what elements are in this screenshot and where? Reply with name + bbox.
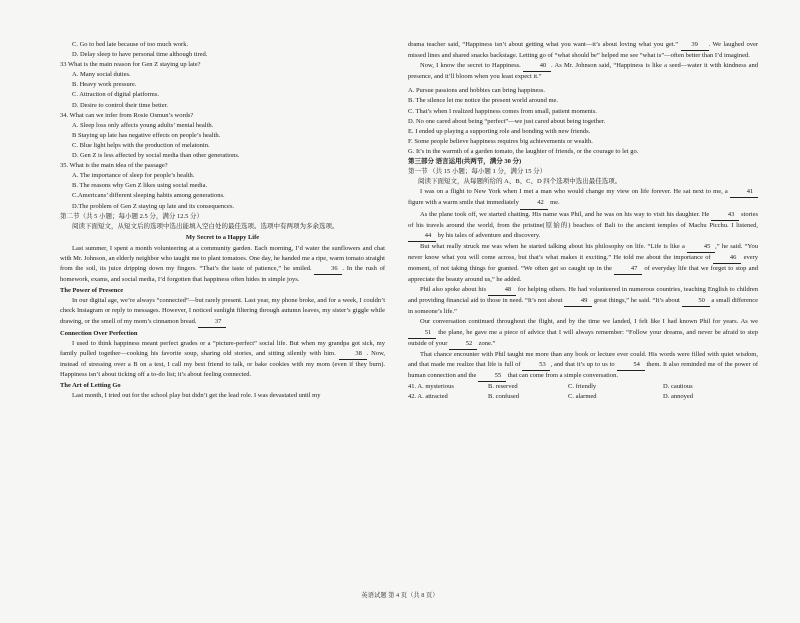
q41-options bbox=[408, 382, 758, 392]
q33-option-d: D. Desire to control their time better. bbox=[72, 101, 169, 109]
option-g: G. It’s in the warmth of a garden tomato, the laughter of friends, or the courage to let go. bbox=[408, 147, 639, 155]
q34-option-d: D. Gen Z is less affected by social media than other generations. bbox=[72, 152, 240, 160]
q32-option-d: D. Delay sleep to have personal time although tired. bbox=[72, 51, 208, 59]
q34-option-c: C. Blue light helps with the production of melatonin. bbox=[72, 141, 210, 149]
option-f: F. Some people believe happiness requires big achievements or wealth. bbox=[408, 137, 593, 145]
cloze-paragraph-2: As the plane took off, we started chatting. His name was Phil, and he was on his way to visit his daughter. He 43 stories of his travels around the world, from the pristine(原始的) beaches of Bali to the ancient temples of Machu Picchu. I listened, 44 by his tales of adventure and discovery. bbox=[408, 210, 758, 242]
blank-36[interactable]: 36 bbox=[314, 264, 342, 275]
q35-option-c: C.Americans’ different sleeping habits among generations. bbox=[72, 192, 225, 200]
blank-43[interactable]: 43 bbox=[711, 210, 739, 221]
passage-paragraph-4: Last month, I tried out for the school play but didn’t get the lead role. I was devastated until my bbox=[72, 392, 321, 400]
q42-options bbox=[408, 392, 758, 402]
blank-53[interactable]: 53 bbox=[522, 360, 550, 371]
passage-title: My Secret to a Happy Life bbox=[185, 233, 260, 241]
blank-38[interactable]: 38 bbox=[339, 349, 367, 360]
passage-paragraph-3: I used to think happiness meant perfect grades or a “picture-perfect” social life. But when my grandpa got sick, my family pulled together—cooking his favorite soup, sharing old stories, and sitting silently with him. 38 . Now, instead of stressing over a B on a test, I call my best friend to talk, or bake cookies with my mom (even if they burn). Happiness isn’t about ticking off a to-do list; it’s about feeling connected. bbox=[60, 339, 386, 378]
q42-option-b[interactable]: B. confused bbox=[488, 393, 520, 401]
left-column bbox=[60, 40, 385, 401]
section1-header: 第一节 （共 15 小题；每小题 1 分，满分 15 分） bbox=[408, 168, 547, 176]
right-column bbox=[408, 40, 758, 402]
blank-51[interactable]: 51 bbox=[408, 328, 436, 339]
q32-option-c: C. Go to bed late because of too much work. bbox=[72, 41, 189, 48]
q42-option-c[interactable]: C. alarmed bbox=[568, 393, 597, 401]
q35-stem: 35. What is the main idea of the passage? bbox=[60, 162, 168, 170]
q34-stem: 34. What can we infer from Rosie Osmun’s words? bbox=[60, 111, 194, 119]
q41-option-a[interactable]: 41. A. mysterious bbox=[408, 383, 454, 390]
blank-55[interactable]: 55 bbox=[478, 371, 506, 382]
q34-option-a: A. Sleep loss only affects young adults’ mental health. bbox=[72, 121, 214, 129]
blank-41[interactable]: 41 bbox=[730, 187, 758, 198]
blank-54[interactable]: 54 bbox=[617, 360, 645, 371]
blank-37[interactable]: 37 bbox=[198, 317, 226, 328]
option-d: D. No one cared about being “perfect”—we just cared about being together. bbox=[408, 117, 606, 125]
blank-46[interactable]: 46 bbox=[713, 253, 741, 264]
blank-42[interactable]: 42 bbox=[520, 198, 548, 209]
part3-header: 第三部分 语言运用(共两节，满分 30 分) bbox=[408, 158, 522, 166]
blank-39[interactable]: 39 bbox=[681, 40, 709, 51]
passage-paragraph-1: Last summer, I spent a month volunteering at a community garden. Each morning, I’d water the sunflowers and chat with Mr. Johnson, an elderly neighbor who taught me to plant tomatoes. One day, he handed me a ripe, warm tomato straight from the soil, its juice dripping down my fingers. “That’s the taste of patience,” he smiled. 36 . In the rush of homework, exams, and social media, I’d forgotten that happiness often hides in simple joys. bbox=[60, 244, 385, 284]
option-e: E. I ended up playing a supporting role and bonding with new friends. bbox=[408, 127, 591, 135]
subheading-letting-go: The Art of Letting Go bbox=[60, 382, 121, 390]
q35-option-b: B. The reasons why Gen Z likes using social media. bbox=[72, 182, 208, 190]
cloze-paragraph-5: Our conversation continued throughout the flight, and by the time we landed, I felt like I had known Phil for years. As we 51 the plane, he gave me a piece of advice that I will always remember: “Follow your dreams, and never be afraid to step outside of your 52 zone.” bbox=[408, 317, 758, 349]
q33-option-c: C. Attraction of digital platforms. bbox=[72, 91, 160, 99]
q42-option-a[interactable]: 42. A. attracted bbox=[408, 393, 448, 401]
q33-stem: 33 What is the main reason for Gen Z staying up late? bbox=[60, 61, 201, 69]
q41-option-c[interactable]: C. friendly bbox=[568, 383, 597, 390]
blank-40[interactable]: 40 bbox=[523, 61, 551, 72]
option-c: C. That’s when I realized happiness comes from small, patient moments. bbox=[408, 107, 597, 115]
cloze-paragraph-3: But what really struck me was when he started talking about his philosophy on life. “Life is like a 45 ,” he said. “You never know what you will come across, but that’s what makes it exciting.” He told me about the importance of 46 every moment, of not taking things for granted. “We often get so caught up in the 47 of everyday life that we forget to stop and appreciate the beauty around us,” he added. bbox=[408, 242, 759, 284]
subheading-connection: Connection Over Perfection bbox=[60, 329, 138, 337]
q33-option-b: B. Heavy work pressure. bbox=[72, 81, 137, 89]
q35-option-d: D.The problem of Gen Z staying up late and its consequences. bbox=[72, 202, 235, 210]
passage-paragraph-2: In our digital age, we’re always “connected”—but rarely present. Last year, my phone broke, and for a week, I couldn’t check Instagram or reply to messages. However, I noticed sunlight filtering through autumn leaves, my sister’s giggle while drawing, or the smell of my mom’s cinnamon bread. 37 bbox=[60, 296, 385, 327]
q35-option-a: A. The importance of sleep for people’s health. bbox=[72, 172, 195, 180]
passage-paragraph-4-cont: drama teacher said, “Happiness isn’t about getting what you want—it’s about loving what you get.” 39 . We laughed over missed lines and shared snacks backstage. Letting go of “what should be” helped me see “what is”—often better than I’d imagined. bbox=[408, 41, 759, 60]
blank-48[interactable]: 48 bbox=[488, 285, 516, 296]
option-a: A. Pursue passions and hobbies can bring happiness. bbox=[408, 87, 546, 95]
option-b: B. The silence let me notice the present world around me. bbox=[408, 97, 559, 105]
section2-instructions: 阅读下面短文，从短文后的选项中选出能填入空白处的最佳选项。选项中有两项为多余选项。 bbox=[72, 222, 339, 230]
blank-47[interactable]: 47 bbox=[614, 264, 642, 275]
blank-44[interactable]: 44 bbox=[408, 231, 436, 242]
page-footer: 英语试题 第 4 页（共 8 页） bbox=[361, 592, 439, 599]
blank-45[interactable]: 45 bbox=[687, 242, 715, 253]
cloze-paragraph-1: I was on a flight to New York when I met a man who would change my view on life forever. He sat next to me, a 41 figure with a warm smile that immediately 42 me. bbox=[408, 187, 758, 209]
cloze-paragraph-4: Phil also spoke about his 48 for helping others. He had volunteered in numerous countries, teaching English to children and providing financial aid to those in need. “It’s not about 49 great things,” he said. “It’s about 50 a small difference in someone’s life.” bbox=[408, 286, 759, 316]
q34-option-b: B Staying up late has negative effects on people’s health. bbox=[72, 131, 221, 139]
blank-50[interactable]: 50 bbox=[682, 296, 710, 307]
cloze-paragraph-6: That chance encounter with Phil taught me more than any book or lecture ever could. His words were filled with quiet wisdom, and that made me realize that life is full of 53 , and that it’s up to us to 54 them. It also reminded me of the power of human connection and the 55 that can come from a simple conversation. bbox=[408, 350, 758, 382]
subheading-presence: The Power of Presence bbox=[60, 287, 124, 295]
blank-52[interactable]: 52 bbox=[449, 339, 477, 350]
q41-option-d[interactable]: D. cautious bbox=[663, 383, 693, 390]
q41-option-b[interactable]: B. reserved bbox=[488, 383, 518, 390]
q42-option-d[interactable]: D. annoyed bbox=[663, 393, 693, 401]
section1-instructions: 阅读下面短文，从每题所给的 A、B、C、D 四个选项中选出最佳选项。 bbox=[418, 178, 622, 186]
section2-header: 第二节（共 5 小题；每小题 2.5 分，满分 12.5 分） bbox=[60, 212, 203, 220]
passage-paragraph-5: Now, I know the secret to Happiness. 40 . As Mr. Johnson said, “Happiness is like a seed—water it with kindness and presence, and it’ll bloom when you least expect it.” bbox=[408, 62, 758, 81]
blank-49[interactable]: 49 bbox=[564, 296, 592, 307]
q33-option-a: A. Many social duties. bbox=[72, 71, 131, 79]
